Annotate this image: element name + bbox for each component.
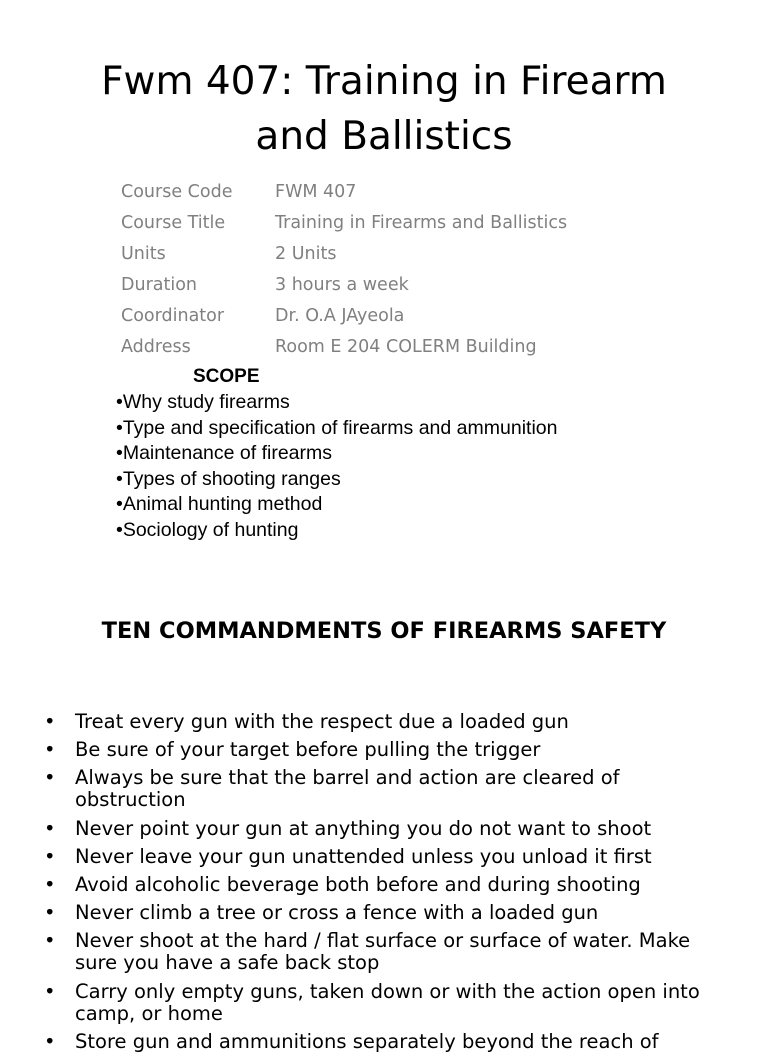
- commandment-item: [44, 874, 734, 896]
- commandment-text: Store gun and ammunitions separately beyond the reach of: [75, 1029, 659, 1053]
- scope-item: •Types of shooting ranges: [116, 467, 341, 490]
- course-info-table: [121, 176, 567, 362]
- commandment-text: Never shoot at the hard / flat surface or surface of water. Make sure you have a safe back stop: [75, 929, 691, 975]
- course-info-value: Training in Firearms and Ballistics: [275, 212, 568, 233]
- course-info-label: Address: [121, 336, 191, 357]
- commandment-item: [44, 818, 734, 840]
- course-info-value: 3 hours a week: [275, 274, 409, 295]
- course-info-row: [121, 300, 567, 331]
- course-info-value: 2 Units: [275, 243, 337, 264]
- scope-item: •Type and specification of firearms and ammunition: [116, 416, 558, 439]
- scope-heading: SCOPE: [193, 366, 260, 387]
- page-title: [0, 54, 768, 164]
- bullet-icon: •: [44, 766, 56, 790]
- bullet-icon: •: [44, 1029, 56, 1053]
- scope-item: •Maintenance of firearms: [116, 442, 333, 464]
- commandment-item: [44, 767, 734, 811]
- commandment-text: Never climb a tree or cross a fence with a loaded gun: [75, 901, 599, 925]
- course-info-value: FWM 407: [275, 181, 357, 202]
- course-info-row: [121, 176, 567, 207]
- course-info-label: Duration: [121, 274, 198, 295]
- bullet-icon: •: [44, 844, 56, 868]
- bullet-icon: •: [44, 710, 56, 733]
- commandment-text: Never point your gun at anything you do not want to shoot: [75, 816, 652, 840]
- bullet-icon: •: [44, 816, 56, 840]
- scope-list: [116, 390, 557, 543]
- scope-item: •Why study firearms: [116, 391, 290, 413]
- course-info-label: Course Title: [121, 212, 226, 233]
- course-info-row: [121, 331, 567, 362]
- course-info-value: Room E 204 COLERM Building: [275, 336, 537, 357]
- commandment-text: Be sure of your target before pulling the trigger: [75, 738, 541, 762]
- commandments-list: [44, 711, 734, 1059]
- course-info-label: Units: [121, 243, 166, 264]
- course-info-row: [121, 207, 567, 238]
- commandment-text: Never leave your gun unattended unless you unload it first: [75, 844, 652, 868]
- bullet-icon: •: [44, 979, 56, 1003]
- scope-item: •Sociology of hunting: [116, 518, 299, 541]
- commandment-item: [44, 981, 734, 1025]
- bullet-icon: •: [44, 901, 56, 925]
- commandment-text: Always be sure that the barrel and action are cleared of obstruction: [75, 766, 620, 812]
- commandment-text: Avoid alcoholic beverage both before and during shooting: [75, 872, 641, 896]
- bullet-icon: •: [44, 872, 56, 896]
- scope-item: •Animal hunting method: [116, 493, 323, 515]
- commandment-item: [44, 930, 734, 974]
- commandment-item: [44, 846, 734, 868]
- bullet-icon: •: [44, 929, 56, 953]
- course-info-row: [121, 238, 567, 269]
- course-info-value: Dr. O.A JAyeola: [275, 305, 405, 326]
- bullet-icon: •: [44, 738, 56, 762]
- course-info-label: Course Code: [121, 181, 233, 202]
- commandment-text: Carry only empty guns, taken down or with the action open into camp, or home: [75, 979, 700, 1025]
- page-title-line-2: and Ballistics: [255, 114, 513, 159]
- commandment-item: [44, 739, 734, 761]
- course-info-row: [121, 269, 567, 300]
- commandments-heading: TEN COMMANDMENTS OF FIREARMS SAFETY: [101, 618, 667, 644]
- commandment-item: [44, 1031, 734, 1053]
- commandment-item: [44, 711, 734, 733]
- commandment-item: [44, 902, 734, 924]
- commandment-text: Treat every gun with the respect due a loaded gun: [75, 710, 569, 733]
- course-info-label: Coordinator: [121, 305, 225, 326]
- page-title-line-1: Fwm 407: Training in Firearm: [101, 59, 667, 104]
